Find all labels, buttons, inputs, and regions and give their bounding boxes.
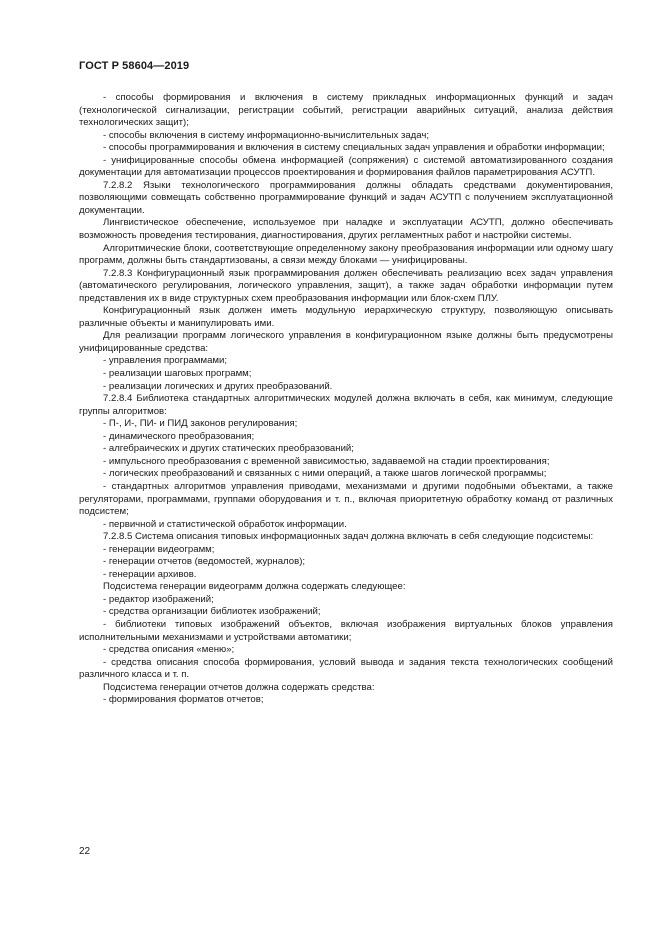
paragraph: - способы формирования и включения в систему прикладных информационных функций и задач (технологической сигнализации, регистрации событий, регистрации аварийных ситуаций, анализа действия технологических защит); bbox=[79, 92, 613, 129]
paragraph: - П-, И-, ПИ- и ПИД законов регулирования; bbox=[103, 418, 298, 430]
paragraph: - способы включения в систему информационно-вычислительных задач; bbox=[103, 129, 430, 141]
paragraph: - способы программирования и включения в систему специальных задач управления и обработки информации; bbox=[103, 142, 605, 154]
paragraph: - управления программами; bbox=[103, 355, 228, 367]
paragraph: - генерации отчетов (ведомостей, журналов); bbox=[103, 556, 306, 568]
paragraph: - унифицированные способы обмена информацией (сопряжения) с системой автоматизированного создания документации для автоматизации процессов проектирования и формирования файлов параметрирования АСУТП. bbox=[79, 154, 613, 179]
paragraph: - алгебраических и других статических преобразований; bbox=[103, 443, 354, 455]
paragraph: Конфигурационный язык должен иметь модульную иерархическую структуру, позволяющую описывать различные объекты и манипулировать ими. bbox=[79, 305, 613, 329]
paragraph: - формирования форматов отчетов; bbox=[103, 694, 264, 706]
paragraph: - логических преобразований и связанных с ними операций, а также шагов логической программы; bbox=[103, 468, 547, 480]
paragraph: - динамического преобразования; bbox=[103, 430, 255, 442]
paragraph: Подсистема генерации видеограмм должна содержать следующее: bbox=[103, 581, 406, 593]
paragraph: - первичной и статистической обработок информации. bbox=[103, 518, 347, 530]
paragraph: - импульсного преобразования с временной зависимостью, задаваемой на стадии проектирования; bbox=[103, 455, 550, 467]
page-number: 22 bbox=[79, 846, 91, 857]
paragraph: - средства организации библиотек изображений; bbox=[103, 606, 321, 618]
paragraph: - генерации архивов. bbox=[103, 568, 197, 580]
paragraph: Подсистема генерации отчетов должна содержать средства: bbox=[103, 681, 375, 693]
paragraph: - библиотеки типовых изображений объектов, включая изображения виртуальных блоков управления исполнительными механизмами и устройствами автоматики; bbox=[79, 618, 613, 643]
paragraph: Лингвистическое обеспечение, используемое при наладке и эксплуатации АСУТП, должно обеспечивать возможность проведения тестирования, диагностирования, других регламентных работ и настройки системы. bbox=[79, 217, 613, 242]
paragraph: - генерации видеограмм; bbox=[103, 543, 215, 555]
paragraph: - стандартных алгоритмов управления приводами, механизмами и другими подобными объектами, а также регуляторами, программами, группами оборудования и т. п., включая приоритетную обработку команд от различных подсистем; bbox=[79, 480, 613, 518]
paragraph: Алгоритмические блоки, соответствующие определенному закону преобразования информации или одному шагу программ, должны быть стандартизованы, а связи между блоками — унифицированы. bbox=[79, 242, 613, 267]
paragraph: - реализации логических и других преобразований. bbox=[103, 380, 333, 392]
paragraph: 7.2.8.4 Библиотека стандартных алгоритмических модулей должна включать в себя, как минимум, следующие группы алгоритмов: bbox=[79, 393, 613, 417]
document-body bbox=[79, 92, 613, 707]
paragraph: 7.2.8.2 Языки технологического программирования должны обладать средствами документирования, позволяющими совмещать собственно программирование функций и задач АСУТП с получением эксплуатационной документации. bbox=[79, 179, 613, 216]
paragraph: - реализации шаговых программ; bbox=[103, 368, 252, 380]
paragraph: 7.2.8.5 Система описания типовых информационных задач должна включать в себя следующие подсистемы: bbox=[103, 531, 594, 543]
paragraph: 7.2.8.3 Конфигурационный язык программирования должен обеспечивать реализацию всех задач управления (автоматического регулирования, логического управления, защит), а также задач обработки информации путем представления их в виде структурных схем преобразования информации или блок-схем ПЛУ. bbox=[79, 267, 613, 304]
paragraph: - средства описания «меню»; bbox=[103, 644, 235, 656]
document-header: ГОСТ Р 58604—2019 bbox=[79, 60, 190, 72]
paragraph: Для реализации программ логического управления в конфигурационном языке должны быть предусмотрены унифицированные средства: bbox=[79, 330, 613, 354]
paragraph: - средства описания способа формирования, условий вывода и задания текста технологических сообщений различного класса и т. п. bbox=[79, 656, 613, 681]
paragraph: - редактор изображений; bbox=[103, 593, 214, 605]
